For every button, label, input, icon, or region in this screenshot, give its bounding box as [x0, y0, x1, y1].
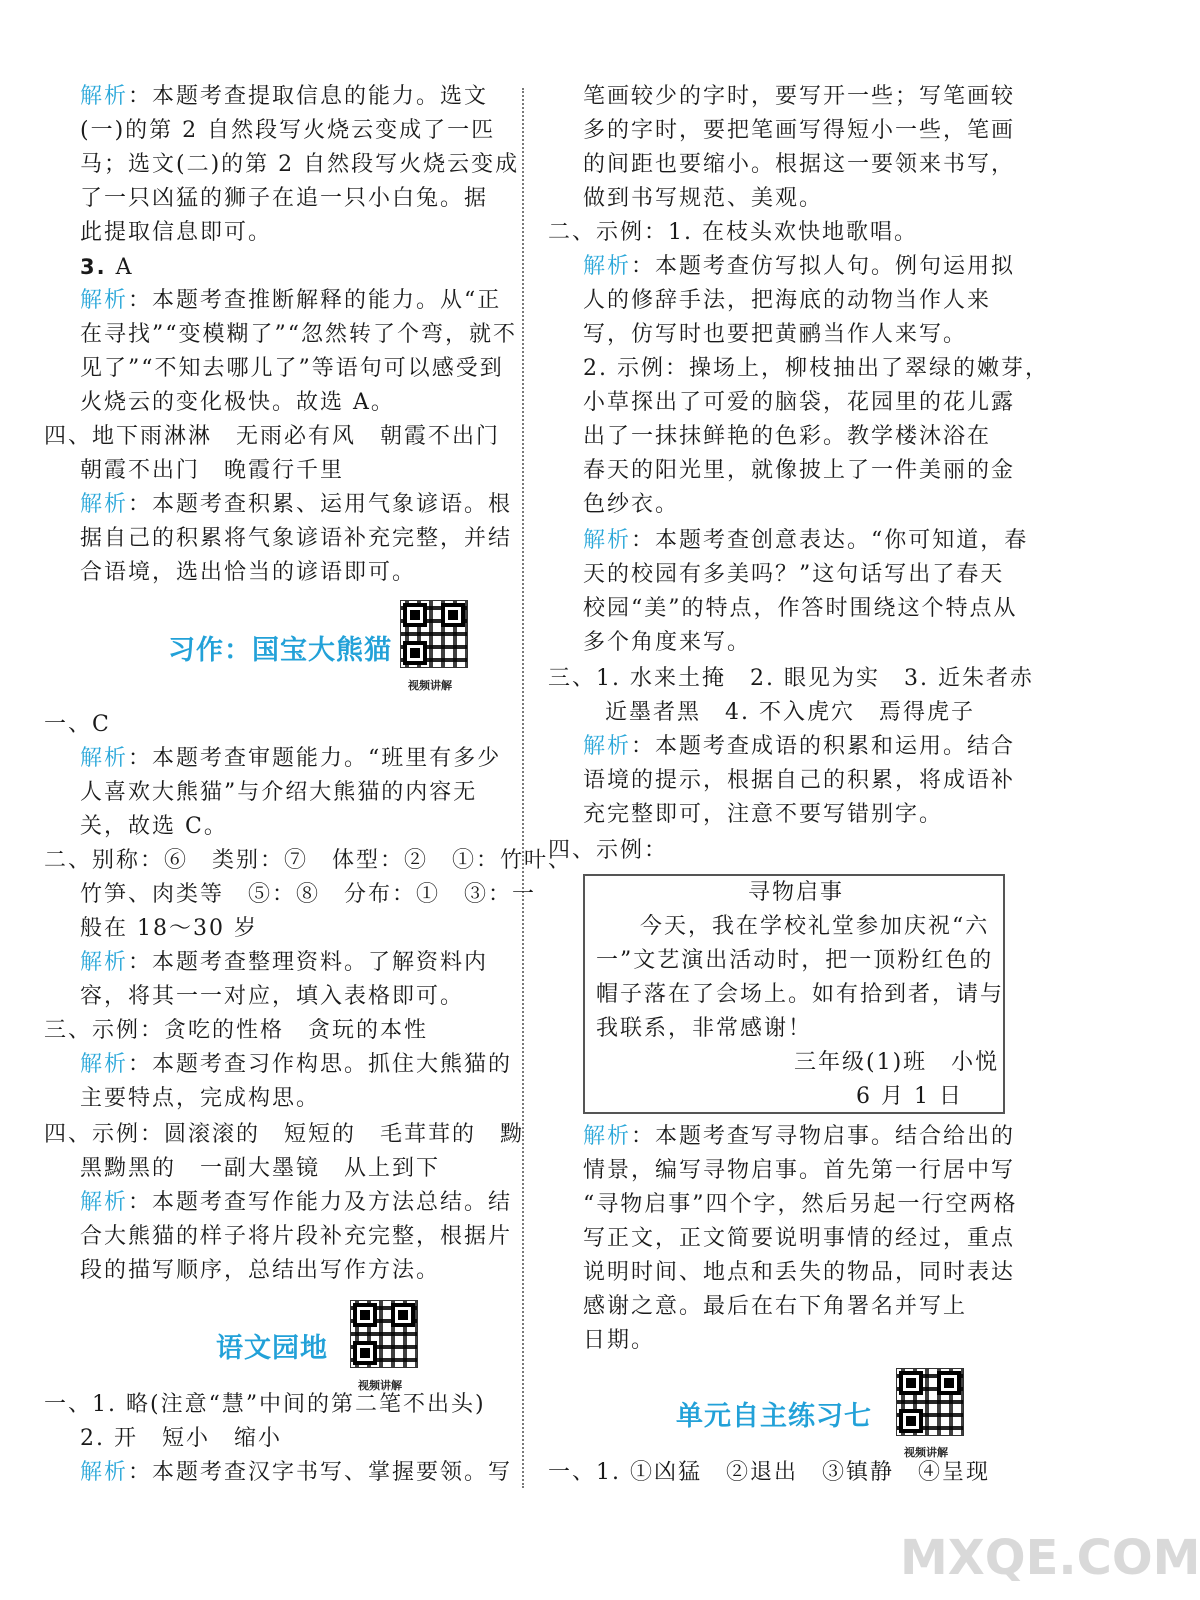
- analysis-label: 解析: [80, 492, 129, 517]
- analysis-line: 人喜欢大熊猫”与介绍大熊猫的内容无: [80, 780, 478, 805]
- analysis-label: 解析: [80, 84, 129, 109]
- answer-line: 一、1. ①凶猛 ②退出 ③镇静 ④呈现: [548, 1460, 990, 1485]
- analysis-line: 据自己的积累将气象谚语补充完整，并结: [80, 526, 513, 551]
- analysis-label: 解析: [80, 950, 129, 975]
- notice-date: 6 月 1 日: [856, 1084, 963, 1109]
- answer-line: 朝霞不出门 晚霞行千里: [80, 458, 345, 483]
- qr-code-icon[interactable]: [350, 1300, 418, 1368]
- analysis-line: 主要特点，完成构思。: [80, 1086, 321, 1111]
- analysis-line: 语境的提示，根据自己的积累，将成语补: [583, 768, 1016, 793]
- analysis-line: 说明时间、地点和丢失的物品，同时表达: [583, 1260, 1016, 1285]
- analysis-line: 解析：本题考查审题能力。“班里有多少: [80, 746, 502, 771]
- text-line: 笔画较少的字时，要写开一些；写笔画较: [583, 84, 1016, 109]
- answer-line: 2. 示例：操场上，柳枝抽出了翠绿的嫩芽，: [583, 356, 1049, 381]
- analysis-line: 在寻找”“变模糊了”“忽然转了个弯，就不: [80, 322, 517, 347]
- qr-caption: 视频讲解: [904, 1446, 948, 1459]
- answer-line: 出了一抹抹鲜艳的色彩。教学楼沐浴在: [583, 424, 992, 449]
- analysis-line: 解析：本题考查成语的积累和运用。结合: [583, 734, 1016, 759]
- notice-body-line: 今天，我在学校礼堂参加庆祝“六: [640, 914, 990, 939]
- answer-line: 四、示例：圆滚滚的 短短的 毛茸茸的 黝: [44, 1122, 525, 1147]
- answer-line: 2. 开 短小 缩小: [80, 1426, 282, 1451]
- qr-code-icon[interactable]: [400, 600, 468, 668]
- answer-line: 黑黝黑的 一副大墨镜 从上到下: [80, 1156, 441, 1181]
- analysis-label: 解析: [583, 254, 632, 279]
- analysis-line: 天的校园有多美吗？”这句话写出了春天: [583, 562, 1005, 587]
- notice-body-line: 一”文艺演出活动时，把一顶粉红色的: [596, 948, 994, 973]
- qr-caption: 视频讲解: [408, 679, 452, 692]
- answer-number: 3.: [80, 255, 107, 279]
- analysis-line: 情景，编写寻物启事。首先第一行居中写: [583, 1158, 1016, 1183]
- analysis-line: 解析：本题考查创意表达。“你可知道，春: [583, 528, 1029, 553]
- analysis-line: 解析：本题考查积累、运用气象谚语。根: [80, 492, 513, 517]
- analysis-label: 解析: [80, 1190, 129, 1215]
- section-heading: 单元自主练习七: [676, 1401, 872, 1432]
- answer-text: A: [115, 255, 134, 280]
- section-heading: 习作：国宝大熊猫: [168, 635, 392, 666]
- answer-line: 二、别称：⑥ 类别：⑦ 体型：② ①：竹叶、: [44, 848, 573, 873]
- analysis-line: 马；选文(二)的第 2 自然段写火烧云变成: [80, 152, 520, 177]
- notice-body-line: 我联系，非常感谢！: [596, 1016, 813, 1041]
- text-line: 做到书写规范、美观。: [583, 186, 824, 211]
- answer-line: 三、1. 水来土掩 2. 眼见为实 3. 近朱者赤: [548, 666, 1034, 691]
- answer-line: 三、示例：贪吃的性格 贪玩的本性: [44, 1018, 429, 1043]
- analysis-line: 容，将其一一对应，填入表格即可。: [80, 984, 465, 1009]
- analysis-line: 解析：本题考查习作构思。抓住大熊猫的: [80, 1052, 513, 1077]
- answer-line: 近墨者黑 4. 不入虎穴 焉得虎子: [605, 700, 975, 725]
- answer-line: 四、示例：: [548, 838, 669, 863]
- answer-line: 般在 18～30 岁: [80, 916, 258, 941]
- analysis-label: 解析: [583, 528, 632, 553]
- qr-caption: 视频讲解: [358, 1379, 402, 1392]
- answer-line: 二、示例：1. 在枝头欢快地歌唱。: [548, 220, 918, 245]
- text-line: 的间距也要缩小。根据这一要领来书写，: [583, 152, 1016, 177]
- analysis-line: 了一只凶猛的狮子在追一只小白兔。据: [80, 186, 489, 211]
- analysis-line: “寻物启事”四个字，然后另起一行空两格: [583, 1192, 1018, 1217]
- answer-line: 小草探出了可爱的脑袋，花园里的花儿露: [583, 390, 1016, 415]
- analysis-label: 解析: [80, 288, 129, 313]
- answer-line: 四、地下雨淋淋 无雨必有风 朝霞不出门: [44, 424, 501, 449]
- answer-line: 一、C: [44, 712, 111, 737]
- analysis-line: (一)的第 2 自然段写火烧云变成了一匹: [80, 118, 496, 143]
- answer-line: 春天的阳光里，就像披上了一件美丽的金: [583, 458, 1016, 483]
- analysis-line: 校园“美”的特点，作答时围绕这个特点从: [583, 596, 1018, 621]
- analysis-label: 解析: [80, 1052, 129, 1077]
- analysis-line: 人的修辞手法，把海底的动物当作人来: [583, 288, 992, 313]
- analysis-line: 写正文，正文简要说明事情的经过，重点: [583, 1226, 1016, 1251]
- section-heading: 语文园地: [216, 1333, 328, 1364]
- analysis-line: 解析：本题考查汉字书写、掌握要领。写: [80, 1460, 513, 1485]
- analysis-line: 感谢之意。最后在右下角署名并写上: [583, 1294, 968, 1319]
- analysis-line: 充完整即可，注意不要写错别字。: [583, 802, 944, 827]
- notice-signature: 三年级(1)班 小悦: [794, 1050, 1000, 1075]
- analysis-line: 火烧云的变化极快。故选 A。: [80, 390, 395, 415]
- analysis-label: 解析: [80, 1460, 129, 1485]
- notice-title: 寻物启事: [748, 880, 845, 905]
- analysis-line: 解析：本题考查推断解释的能力。从“正: [80, 288, 502, 313]
- qr-code-icon[interactable]: [896, 1368, 964, 1436]
- column-divider: [522, 88, 524, 1488]
- analysis-line: 合语境，选出恰当的谚语即可。: [80, 560, 417, 585]
- analysis-line: 见了”“不知去哪儿了”等语句可以感受到: [80, 356, 504, 381]
- analysis-line: 合大熊猫的样子将片段补充完整，根据片: [80, 1224, 513, 1249]
- analysis-label: 解析: [583, 734, 632, 759]
- answer-line: 色纱衣。: [583, 492, 680, 517]
- analysis-label: 解析: [80, 746, 129, 771]
- answer-line: 一、1. 略(注意“慧”中间的第二笔不出头): [44, 1392, 486, 1417]
- answer-line: 竹笋、肉类等 ⑤：⑧ 分布：① ③：一: [80, 882, 537, 907]
- analysis-line: 多个角度来写。: [583, 630, 752, 655]
- analysis-line: 解析：本题考查整理资料。了解资料内: [80, 950, 489, 975]
- watermark-logo: MXQE.COM: [900, 1530, 1200, 1586]
- analysis-line: 写，仿写时也要把黄鹂当作人来写。: [583, 322, 968, 347]
- analysis-line: 解析：本题考查写寻物启事。结合给出的: [583, 1124, 1016, 1149]
- analysis-line: 此提取信息即可。: [80, 220, 273, 245]
- analysis-line: 段的描写顺序，总结出写作方法。: [80, 1258, 441, 1283]
- text-line: 多的字时，要把笔画写得短小一些，笔画: [583, 118, 1016, 143]
- answer-3: [80, 252, 133, 283]
- analysis-line: 解析：本题考查提取信息的能力。选文: [80, 84, 489, 109]
- notice-body-line: 帽子落在了会场上。如有拾到者，请与: [596, 982, 1005, 1007]
- analysis-line: 关，故选 C。: [80, 814, 228, 839]
- analysis-line: 日期。: [583, 1328, 656, 1353]
- analysis-line: 解析：本题考查写作能力及方法总结。结: [80, 1190, 513, 1215]
- analysis-line: 解析：本题考查仿写拟人句。例句运用拟: [583, 254, 1016, 279]
- analysis-label: 解析: [583, 1124, 632, 1149]
